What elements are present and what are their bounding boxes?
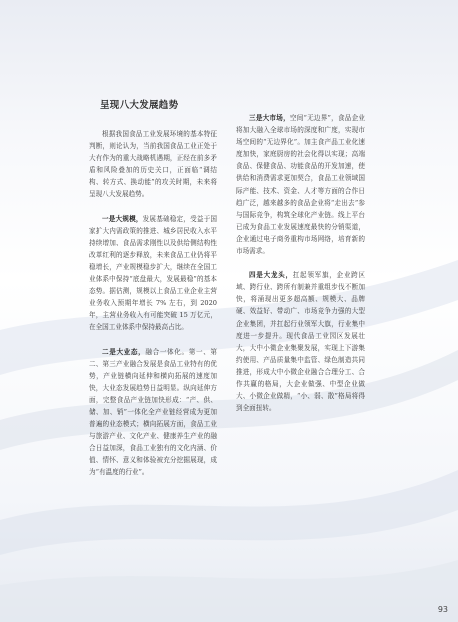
right-column: [236, 112, 365, 426]
trend-lead: 二是大业态，: [102, 347, 146, 356]
left-column: [89, 128, 217, 491]
paragraph-text: 融合一体化。第一、第二、第三产业融合发展是食品工业特有的优势，产业链横向延伸和横向拓展的速度加快，大业态发展趋势日益明显。纵向延伸方面，完整食品产业链加快形成：“产、供、储、加、销”一体化全产业链经营成为更加普遍的业态模式；横向拓展方面，食品工业与旅游产业、文化产业、健康养生产业的融合日益加深，食品工业独有的文化内涵、价值、情怀、意义和体验被充分挖掘展现，成为“有温度的行业”。: [89, 347, 218, 477]
trend-lead: 一是大规模，: [102, 214, 143, 223]
paragraph-trend-1: [89, 213, 217, 334]
paragraph-text: 根据我国食品工业发展环境的基本特征判断，则论认为，当前我国食品工业正处于大有作为的重大战略机遇期，正经在前多矛盾和风险叠加的历史关口，正面临“调结构、转方式、换动能”的攻关时期，未来将呈现八大发展趋势。: [89, 130, 217, 199]
trend-lead: 三是大市场，: [249, 114, 290, 122]
paragraph-text: 发展基础稳定，受益于国家扩大内需政策的推进、城乡居民收入水平持续增加、食品需求刚性以及供给侧结构性改革红利的逐步释放，未来食品工业仍将平稳增长，产业规模稳步扩大，继续在全国工业体系中保持“底盘最大，发展最稳”的基本态势。据估测，规模以上食品工业企业主营业务收入预期年增长 7% 左右，到 2020 年，主营业务收入有可能突破 15 万亿元，在全国工业体系中保持最高占比。: [89, 214, 218, 332]
paragraph-intro: [89, 128, 217, 201]
trend-lead: 四是大龙头，: [249, 271, 293, 280]
paragraph-trend-3: [236, 112, 365, 257]
paragraph-text: 扛起领军旗，企业跨区域、跨行业、跨所有制兼并重组步伐不断加快，将涌现出更多超高额、规模大、品牌硬、效益好、带动广、市场竞争力强的大型企业集团，并扛起行业领军大旗，行业集中度进一步提升。现代食品工业园区发展壮大，大中小微企业集聚发展，实现上下游集约使用、产品质量集中监管、绿色制造共同推进，形成大中小微企业融合合理分工、合作共赢的格局，大企业做强、中型企业做大、小微企业做精，“小、弱、散”格局将得到全面扭转。: [236, 271, 366, 413]
paragraph-trend-2: [89, 346, 217, 479]
page-number: 93: [437, 605, 448, 614]
paragraph-trend-4: [236, 269, 365, 414]
paragraph-text: 空间“无边界”，食品企业将加大融入全球市场的深度和广度，实现市场空间的“无边界化”。加主食产品工业化速度加快，家庭厨房的社会化得以实现；高端食品、保健食品、功能食品的开发加速，使供给和消费需求更加契合，食品工业领域国际产能、技术、资金、人才等方面的合作日趋广泛，越来越多的食品企业将“走出去”参与国际竞争，构筑全球化产业链。线上平台已成为食品工业发展速度最快的分销渠道，企业通过电子商务重构市场网络，培育新的市场需求。: [236, 114, 365, 256]
section-heading: 呈现八大发展趋势: [100, 100, 179, 111]
